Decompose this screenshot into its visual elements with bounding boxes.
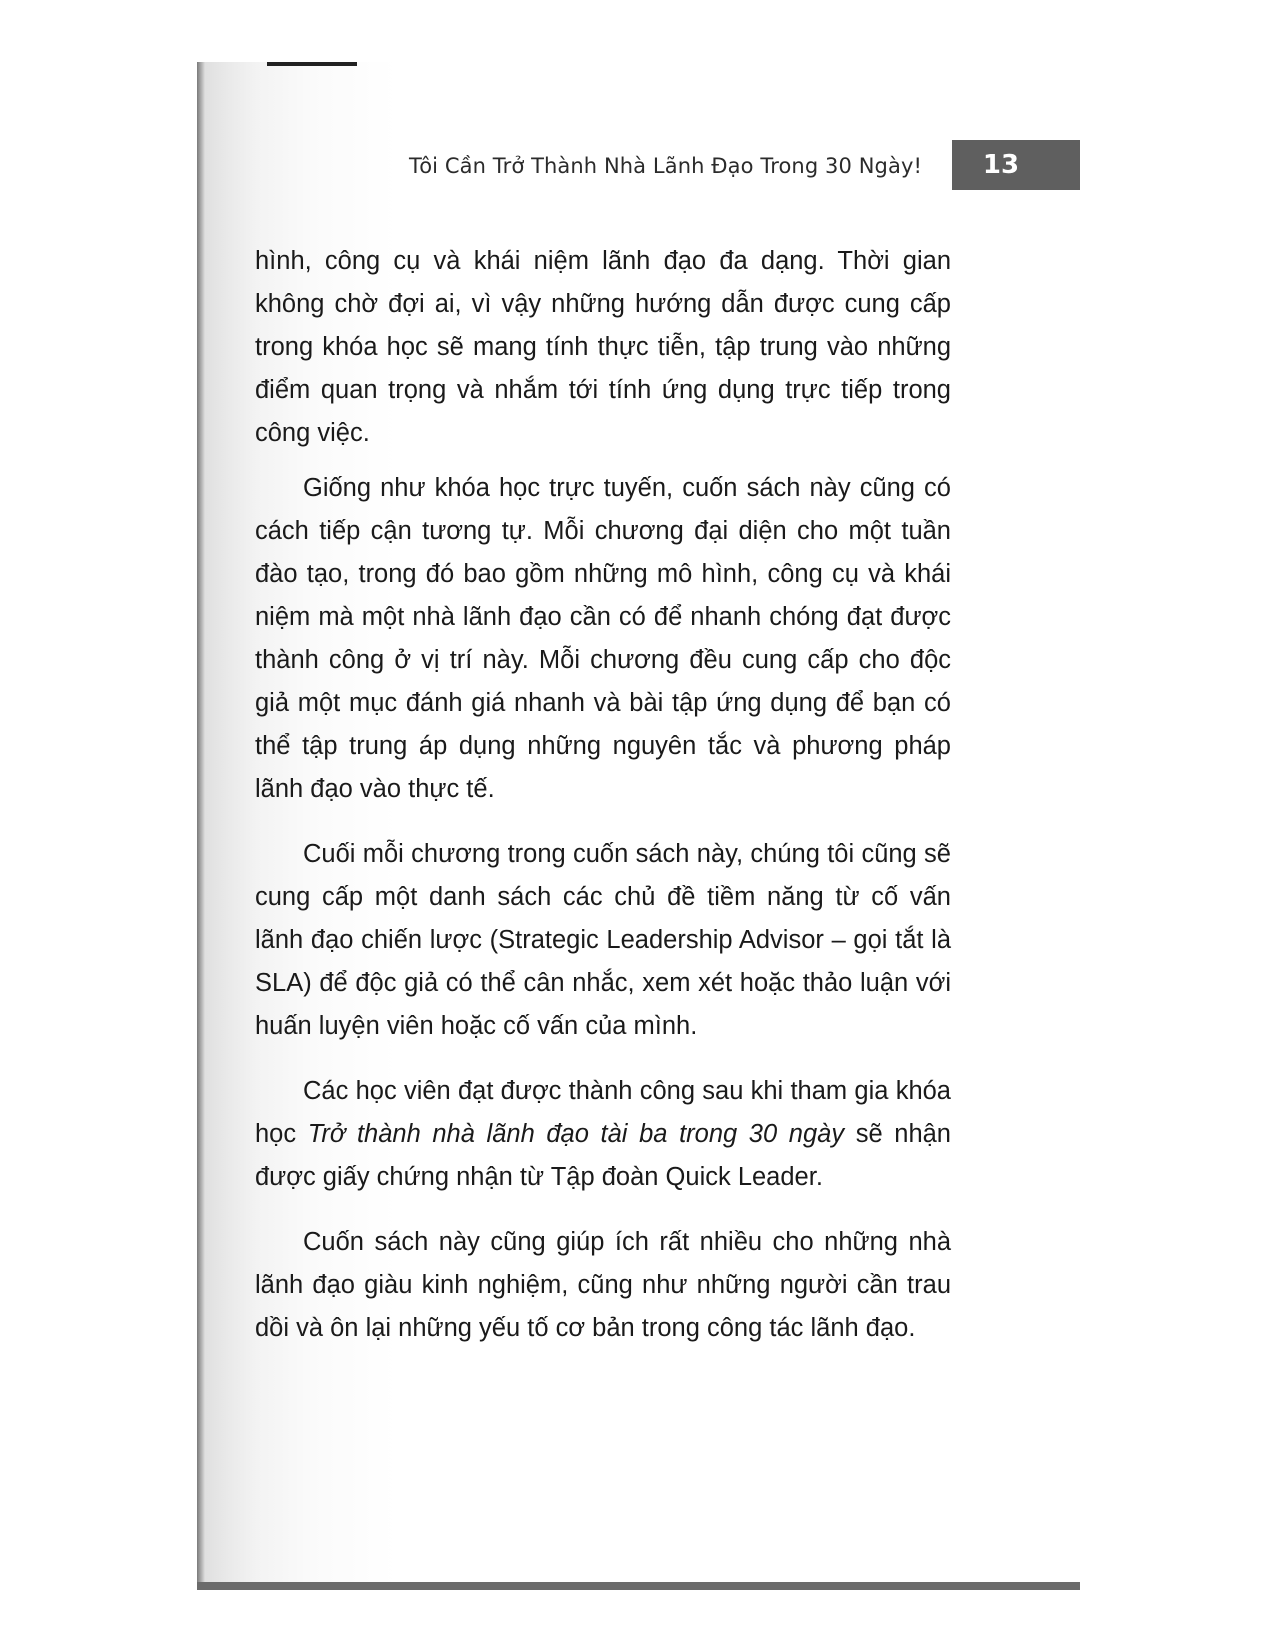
running-header-title: Tôi Cần Trở Thành Nhà Lãnh Đạo Trong 30 Ngày! (409, 154, 922, 178)
course-title-italic: Trở thành nhà lãnh đạo tài ba trong 30 ngày (307, 1120, 845, 1148)
top-edge-mark (267, 62, 357, 66)
page-number (952, 140, 1080, 190)
page-gutter-shadow (197, 62, 205, 1590)
paragraph-4-start: Các học viên đạt được thành công sau khi tham gia khóa học (255, 1077, 951, 1148)
paragraph-4 (255, 1070, 951, 1199)
paragraph-2: Giống như khóa học trực tuyến, cuốn sách này cũng có cách tiếp cận tương tự. Mỗi chương đại diện cho một tuần đào tạo, trong đó bao gồm những mô hình, công cụ và khái niệm mà một nhà lãnh đạo cần có để nhanh chóng đạt được thành công ở vị trí này. Mỗi chương đều cung cấp cho độc giả một mục đánh giá nhanh và bài tập ứng dụng để bạn có thể tập trung áp dụng những nguyên tắc và phương pháp lãnh đạo vào thực tế. (255, 474, 951, 803)
paragraph-3: Cuối mỗi chương trong cuốn sách này, chúng tôi cũng sẽ cung cấp một danh sách các chủ đề tiềm năng từ cố vấn lãnh đạo chiến lược (Strategic Leadership Advisor – gọi tắt là SLA) để độc giả có thể cân nhắc, xem xét hoặc thảo luận với huấn luyện viên hoặc cố vấn của mình. (255, 840, 951, 1040)
page-bottom-edge (197, 1582, 1080, 1590)
book-page (197, 62, 1080, 1590)
paragraph-4-end: sẽ nhận được giấy chứng nhận từ Tập đoàn Quick Leader. (255, 1120, 951, 1191)
paragraph-5: Cuốn sách này cũng giúp ích rất nhiều cho những nhà lãnh đạo giàu kinh nghiệm, cũng như những người cần trau dồi và ôn lại những yếu tố cơ bản trong công tác lãnh đạo. (255, 1228, 951, 1342)
page-number-text: 13 (982, 150, 1020, 180)
body-text (255, 240, 951, 1350)
paragraph-1: hình, công cụ và khái niệm lãnh đạo đa dạng. Thời gian không chờ đợi ai, vì vậy những hướng dẫn được cung cấp trong khóa học sẽ mang tính thực tiễn, tập trung vào những điểm quan trọng và nhắm tới tính ứng dụng trực tiếp trong công việc. (255, 247, 951, 447)
